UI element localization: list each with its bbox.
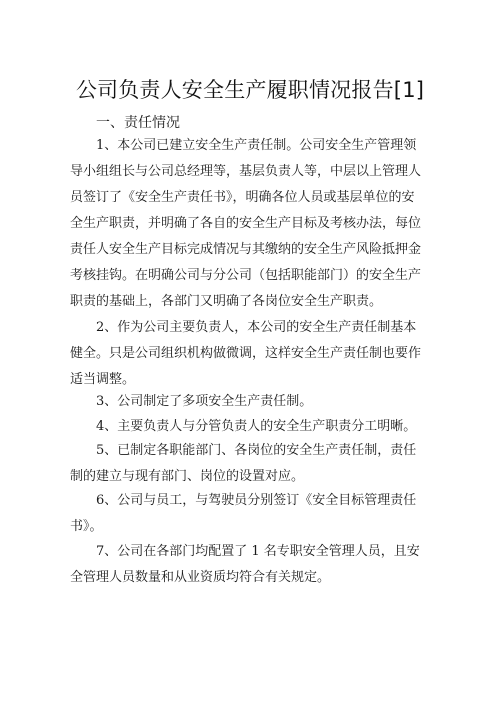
section-heading: 一、责任情况 [96,115,180,131]
paragraph-line: 全生产职责，并明确了各自的安全生产目标及考核办法，每位 [70,216,422,231]
paragraph-4 [70,414,432,440]
paragraph-line: 健全。只是公司组织机构做微调，这样安全生产责任制也要作 [70,346,422,361]
paragraph-line: 职责的基础上，各部门又明确了各岗位安全生产职责。 [70,294,383,309]
paragraph-line: 5、已制定各职能部门、各岗位的安全生产责任制，责任 [96,443,417,458]
paragraph-3 [70,389,432,415]
paragraph-line: 员签订了《安全生产责任书》，明确各位人员或基层单位的安 [70,190,415,205]
paragraph-line: 全管理人员数量和从业资质均符合有关规定。 [70,570,331,585]
paragraph-line: 责任人安全生产目标完成情况与其缴纳的安全生产风险抵押金 [70,242,422,257]
paragraph-1 [70,133,432,315]
paragraph-line: 考核挂钩。在明确公司与分公司（包括职能部门）的安全生产 [70,268,422,283]
paragraph-line: 导小组组长与公司总经理等，基层负责人等，中层以上管理人 [70,164,422,179]
paragraph-line: 7、公司在各部门均配置了 1 名专职安全管理人员，且安 [96,544,420,559]
paragraph-5 [70,438,432,490]
document-title: 公司负责人安全生产履职情况报告[1] [75,78,425,102]
paragraph-line: 6、公司与员工，与驾驶员分别签订《安全目标管理责任 [96,493,417,508]
paragraph-line: 3、公司制定了多项安全生产责任制。 [96,394,313,409]
paragraph-line: 制的建立与现有部门、岗位的设置对应。 [70,469,305,484]
paragraph-line: 4、主要负责人与分管负责人的安全生产职责分工明晰。 [96,419,417,434]
paragraph-line: 2、作为公司主要负责人，本公司的安全生产责任制基本 [96,320,417,335]
paragraph-line: 1、本公司已建立安全生产责任制。公司安全生产管理领 [96,138,417,153]
paragraph-line: 适当调整。 [70,372,136,387]
paragraph-2 [70,315,432,393]
paragraph-7 [70,539,432,591]
paragraph-6 [70,488,432,540]
paragraph-line: 书》。 [70,519,103,534]
